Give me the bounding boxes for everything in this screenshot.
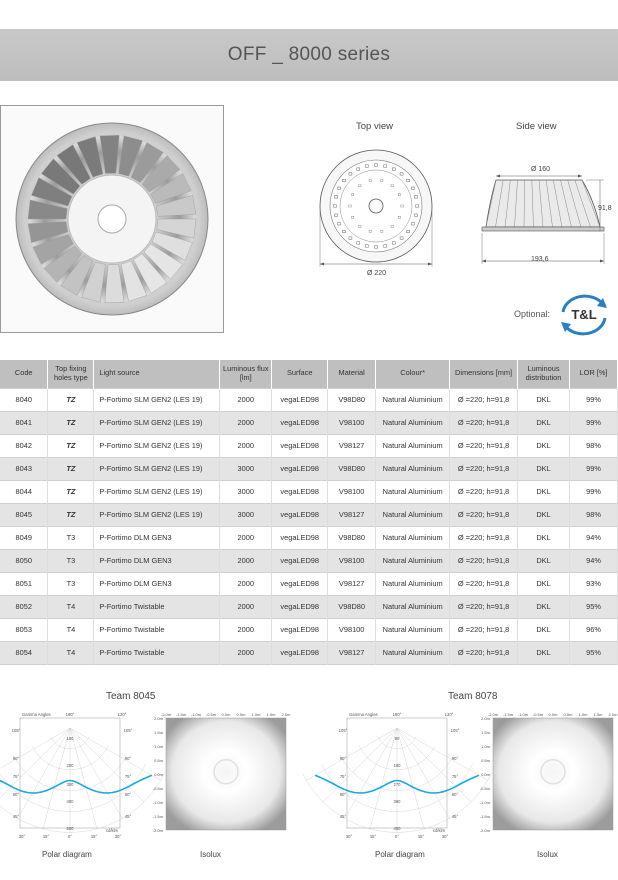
isolux-field xyxy=(493,718,613,830)
side-height: 91,8 xyxy=(598,205,612,212)
table-cell: P-Fortimo SLM GEN2 (LES 19) xyxy=(94,411,220,434)
left-angle: 75° xyxy=(12,774,20,779)
radial-value: 300 xyxy=(66,782,74,787)
table-cell: TZ xyxy=(48,457,94,480)
radial-value: 360 xyxy=(393,799,401,804)
left-angle: 45° xyxy=(339,814,347,819)
table-cell: Natural Aluminium xyxy=(376,411,450,434)
isolux-y-tick: -1.0m xyxy=(479,800,490,805)
table-cell: TZ xyxy=(48,480,94,503)
polar-diagram-2 xyxy=(337,710,479,842)
table-cell: Natural Aluminium xyxy=(376,480,450,503)
top-angle: 120° xyxy=(444,712,454,717)
logo-text: T&L xyxy=(571,307,597,322)
table-header-row xyxy=(0,360,618,388)
right-angle: 75° xyxy=(124,774,132,779)
isolux-x-tick: -1.0m xyxy=(190,712,202,717)
isolux-x-tick: 0.5m xyxy=(236,712,246,717)
table-cell: DKL xyxy=(518,618,570,641)
table-cell: DKL xyxy=(518,572,570,595)
isolux-y-tick: -2.0m xyxy=(152,828,163,833)
isolux-x-tick: 1.5m xyxy=(593,712,603,717)
table-cell: DKL xyxy=(518,411,570,434)
table-cell: 8054 xyxy=(0,641,48,664)
table-cell: 2000 xyxy=(220,411,272,434)
isolux-x-tick: -0.5m xyxy=(205,712,217,717)
table-cell: Ø =220; h=91,8 xyxy=(450,641,518,664)
isolux-x-tick: -1.5m xyxy=(502,712,514,717)
isolux-diagram-1 xyxy=(136,710,291,836)
table-row xyxy=(0,457,618,480)
table-cell: vegaLED98 xyxy=(272,434,328,457)
table-cell: P-Fortimo DLM GEN3 xyxy=(94,549,220,572)
table-cell: V98127 xyxy=(328,503,376,526)
radial-value: 100 xyxy=(66,736,74,741)
table-cell: Natural Aluminium xyxy=(376,388,450,411)
table-cell: Ø =220; h=91,8 xyxy=(450,572,518,595)
isolux-y-tick: 2.0m xyxy=(154,716,163,721)
right-angle: 45° xyxy=(124,814,132,819)
table-cell: vegaLED98 xyxy=(272,388,328,411)
table-cell: 96% xyxy=(570,618,618,641)
table-cell: DKL xyxy=(518,388,570,411)
radial-value: 270 xyxy=(393,782,401,787)
bottom-angle: 30° xyxy=(18,834,26,839)
top-angle: 120° xyxy=(117,712,127,717)
table-cell: V98127 xyxy=(328,434,376,457)
radial-value: 500 xyxy=(66,826,74,831)
table-cell: V98D80 xyxy=(328,457,376,480)
table-cell: 2000 xyxy=(220,572,272,595)
table-row xyxy=(0,595,618,618)
table-cell: P-Fortimo DLM GEN3 xyxy=(94,572,220,595)
isolux-x-tick: -1.5m xyxy=(175,712,187,717)
isolux-x-tick: 1.0m xyxy=(251,712,261,717)
gamma-label: Gamma Angles xyxy=(22,712,51,717)
table-cell: V98100 xyxy=(328,549,376,572)
table-cell: vegaLED98 xyxy=(272,618,328,641)
table-cell: 8041 xyxy=(0,411,48,434)
header-colour: Colour* xyxy=(376,360,450,388)
isolux-y-tick: -0.5m xyxy=(152,786,163,791)
table-row xyxy=(0,641,618,664)
table-cell: T4 xyxy=(48,618,94,641)
table-cell: Natural Aluminium xyxy=(376,618,450,641)
table-cell: DKL xyxy=(518,641,570,664)
table-cell: Ø =220; h=91,8 xyxy=(450,388,518,411)
table-cell: 8052 xyxy=(0,595,48,618)
table-cell: 8053 xyxy=(0,618,48,641)
isolux-diagram-2 xyxy=(463,710,618,836)
isolux-x-tick: 0.0m xyxy=(548,712,558,717)
right-angle: 60° xyxy=(451,792,459,797)
bottom-angle: 15° xyxy=(90,834,98,839)
table-cell: DKL xyxy=(518,457,570,480)
left-angle: 60° xyxy=(339,792,347,797)
tl-logo xyxy=(557,292,611,336)
table-cell: T4 xyxy=(48,595,94,618)
bottom-angle: 30° xyxy=(114,834,122,839)
unit-label: cd/klm xyxy=(432,828,445,833)
table-cell: DKL xyxy=(518,549,570,572)
optional-label: Optional: xyxy=(514,309,551,319)
isolux-x-tick: -0.5m xyxy=(532,712,544,717)
product-photo xyxy=(0,105,224,333)
header-material: Material xyxy=(328,360,376,388)
table-cell: vegaLED98 xyxy=(272,503,328,526)
gamma-label: Gamma Angles xyxy=(349,712,378,717)
right-angle: 45° xyxy=(451,814,459,819)
bottom-angle: 0° xyxy=(394,834,400,839)
header-surface: Surface xyxy=(272,360,328,388)
table-cell: 8050 xyxy=(0,549,48,572)
table-cell: P-Fortimo SLM GEN2 (LES 19) xyxy=(94,434,220,457)
table-row xyxy=(0,572,618,595)
table-cell: 8043 xyxy=(0,457,48,480)
bottom-angle: 0° xyxy=(67,834,73,839)
table-cell: vegaLED98 xyxy=(272,411,328,434)
bottom-angle: 15° xyxy=(369,834,377,839)
table-cell: 98% xyxy=(570,434,618,457)
left-angle: 105° xyxy=(11,728,21,733)
page-title: OFF _ 8000 series xyxy=(227,44,391,65)
table-row xyxy=(0,411,618,434)
polar-label-1: Polar diagram xyxy=(42,850,92,859)
radial-value: 200 xyxy=(66,763,74,768)
table-cell: V98100 xyxy=(328,411,376,434)
table-cell: P-Fortimo SLM GEN2 (LES 19) xyxy=(94,388,220,411)
header-dimensions: Dimensions [mm] xyxy=(450,360,518,388)
table-cell: 99% xyxy=(570,457,618,480)
top-view-drawing xyxy=(310,145,445,285)
left-angle: 75° xyxy=(339,774,347,779)
table-cell: V98100 xyxy=(328,618,376,641)
header-lor: LOR [%] xyxy=(570,360,618,388)
table-cell: vegaLED98 xyxy=(272,572,328,595)
isolux-y-tick: -2.0m xyxy=(479,828,490,833)
table-cell: 2000 xyxy=(220,388,272,411)
isolux-x-tick: 0.0m xyxy=(221,712,231,717)
bottom-angle: 15° xyxy=(417,834,425,839)
table-cell: vegaLED98 xyxy=(272,641,328,664)
left-angle: 105° xyxy=(338,728,348,733)
header-fixing: Top fixing holes type xyxy=(48,360,94,388)
table-cell: 2000 xyxy=(220,434,272,457)
table-cell: 8044 xyxy=(0,480,48,503)
right-angle: 105° xyxy=(123,728,133,733)
table-cell: DKL xyxy=(518,595,570,618)
table-cell: DKL xyxy=(518,526,570,549)
isolux-x-tick: 1.5m xyxy=(266,712,276,717)
bottom-angle: 30° xyxy=(345,834,353,839)
isolux-y-tick: -1.5m xyxy=(152,814,163,819)
table-row xyxy=(0,434,618,457)
isolux-x-tick: 0.5m xyxy=(563,712,573,717)
table-cell: 99% xyxy=(570,388,618,411)
table-cell: vegaLED98 xyxy=(272,549,328,572)
table-cell: Natural Aluminium xyxy=(376,595,450,618)
table-cell: 2000 xyxy=(220,549,272,572)
table-cell: V98127 xyxy=(328,641,376,664)
radial-value: 180 xyxy=(393,763,401,768)
table-cell: Ø =220; h=91,8 xyxy=(450,434,518,457)
table-row xyxy=(0,618,618,641)
table-cell: 2000 xyxy=(220,595,272,618)
right-angle: 90° xyxy=(124,756,132,761)
table-cell: Ø =220; h=91,8 xyxy=(450,526,518,549)
unit-label: cd/klm xyxy=(105,828,118,833)
bottom-angle: 15° xyxy=(42,834,50,839)
table-row xyxy=(0,549,618,572)
table-cell: Natural Aluminium xyxy=(376,641,450,664)
header-light-source: Light source xyxy=(94,360,220,388)
left-angle: 45° xyxy=(12,814,20,819)
table-cell: 99% xyxy=(570,411,618,434)
table-cell: Ø =220; h=91,8 xyxy=(450,480,518,503)
top-view-label: Top view xyxy=(356,121,393,132)
table-cell: P-Fortimo SLM GEN2 (LES 19) xyxy=(94,457,220,480)
table-cell: 2000 xyxy=(220,618,272,641)
side-top-diameter: Ø 160 xyxy=(531,166,551,173)
isolux-y-tick: 2.0m xyxy=(481,716,490,721)
table-cell: V98D80 xyxy=(328,595,376,618)
table-cell: 93% xyxy=(570,572,618,595)
product-table xyxy=(0,360,618,665)
table-cell: vegaLED98 xyxy=(272,457,328,480)
side-width: 193,6 xyxy=(531,256,549,263)
isolux-x-tick: 1.0m xyxy=(578,712,588,717)
table-cell: 8049 xyxy=(0,526,48,549)
table-cell: V98100 xyxy=(328,480,376,503)
isolux-x-tick: 2.0m xyxy=(281,712,291,717)
side-view-label: Side view xyxy=(516,121,557,132)
right-angle: 90° xyxy=(451,756,459,761)
team-title-1: Team 8045 xyxy=(106,691,156,702)
isolux-label-1: Isolux xyxy=(200,850,221,859)
isolux-field xyxy=(166,718,286,830)
isolux-x-tick: -1.0m xyxy=(517,712,529,717)
table-row xyxy=(0,503,618,526)
table-cell: DKL xyxy=(518,480,570,503)
table-cell: TZ xyxy=(48,388,94,411)
table-cell: DKL xyxy=(518,434,570,457)
table-cell: Ø =220; h=91,8 xyxy=(450,503,518,526)
polar-label-2: Polar diagram xyxy=(375,850,425,859)
left-angle: 90° xyxy=(339,756,347,761)
table-cell: Ø =220; h=91,8 xyxy=(450,595,518,618)
header-flux: Luminous flux [lm] xyxy=(220,360,272,388)
top-view-diameter: Ø 220 xyxy=(367,270,387,277)
isolux-y-tick: -0.5m xyxy=(479,786,490,791)
isolux-x-tick: 2.0m xyxy=(608,712,618,717)
table-cell: T3 xyxy=(48,526,94,549)
right-angle: 75° xyxy=(451,774,459,779)
isolux-x-tick: -2.0m xyxy=(160,712,172,717)
right-angle: 105° xyxy=(450,728,460,733)
table-cell: Ø =220; h=91,8 xyxy=(450,549,518,572)
table-cell: Ø =220; h=91,8 xyxy=(450,411,518,434)
table-cell: 2000 xyxy=(220,526,272,549)
table-cell: vegaLED98 xyxy=(272,595,328,618)
top-angle: 180° xyxy=(65,712,75,717)
isolux-y-tick: -1.0m xyxy=(152,800,163,805)
table-cell: 2000 xyxy=(220,641,272,664)
table-cell: P-Fortimo DLM GEN3 xyxy=(94,526,220,549)
table-cell: V98D80 xyxy=(328,526,376,549)
table-cell: 95% xyxy=(570,595,618,618)
isolux-y-tick: 0.0m xyxy=(154,772,163,777)
isolux-label-2: Isolux xyxy=(537,850,558,859)
isolux-y-tick: 1.0m xyxy=(154,744,163,749)
left-angle: 90° xyxy=(12,756,20,761)
radial-value: 400 xyxy=(66,799,74,804)
table-row xyxy=(0,388,618,411)
table-cell: 8051 xyxy=(0,572,48,595)
table-cell: 8040 xyxy=(0,388,48,411)
radial-value: 450 xyxy=(393,826,401,831)
table-cell: TZ xyxy=(48,411,94,434)
table-cell: vegaLED98 xyxy=(272,526,328,549)
reflector-image xyxy=(1,106,223,332)
table-cell: 3000 xyxy=(220,457,272,480)
table-cell: Ø =220; h=91,8 xyxy=(450,457,518,480)
table-cell: T4 xyxy=(48,641,94,664)
polar-diagram-1 xyxy=(10,710,152,842)
table-cell: Natural Aluminium xyxy=(376,457,450,480)
isolux-y-tick: 0.0m xyxy=(481,772,490,777)
table-cell: P-Fortimo SLM GEN2 (LES 19) xyxy=(94,480,220,503)
table-cell: 3000 xyxy=(220,480,272,503)
table-cell: Natural Aluminium xyxy=(376,572,450,595)
isolux-y-tick: 1.0m xyxy=(481,744,490,749)
table-cell: Ø =220; h=91,8 xyxy=(450,618,518,641)
left-angle: 60° xyxy=(12,792,20,797)
table-cell: P-Fortimo Twistable xyxy=(94,595,220,618)
header-code: Code xyxy=(0,360,48,388)
table-cell: 94% xyxy=(570,549,618,572)
table-cell: Natural Aluminium xyxy=(376,549,450,572)
isolux-x-tick: -2.0m xyxy=(487,712,499,717)
table-cell: V98127 xyxy=(328,572,376,595)
isolux-y-tick: 1.5m xyxy=(481,730,490,735)
table-row xyxy=(0,480,618,503)
isolux-y-tick: 1.5m xyxy=(154,730,163,735)
table-cell: TZ xyxy=(48,503,94,526)
bottom-angle: 30° xyxy=(441,834,449,839)
table-cell: 94% xyxy=(570,526,618,549)
table-cell: T3 xyxy=(48,572,94,595)
table-cell: V98D80 xyxy=(328,388,376,411)
table-cell: Natural Aluminium xyxy=(376,503,450,526)
right-angle: 60° xyxy=(124,792,132,797)
table-cell: 8045 xyxy=(0,503,48,526)
table-cell: P-Fortimo Twistable xyxy=(94,618,220,641)
header-distribution: Luminous distribution xyxy=(518,360,570,388)
table-cell: Natural Aluminium xyxy=(376,434,450,457)
isolux-y-tick: -1.5m xyxy=(479,814,490,819)
title-bar xyxy=(0,29,618,81)
top-angle: 180° xyxy=(392,712,402,717)
table-row xyxy=(0,526,618,549)
table-cell: DKL xyxy=(518,503,570,526)
table-cell: 95% xyxy=(570,641,618,664)
table-cell: P-Fortimo Twistable xyxy=(94,641,220,664)
table-cell: 8042 xyxy=(0,434,48,457)
table-cell: TZ xyxy=(48,434,94,457)
table-cell: 98% xyxy=(570,503,618,526)
table-cell: P-Fortimo SLM GEN2 (LES 19) xyxy=(94,503,220,526)
table-cell: 99% xyxy=(570,480,618,503)
isolux-y-tick: 0.5m xyxy=(154,758,163,763)
table-cell: Natural Aluminium xyxy=(376,526,450,549)
table-cell: 3000 xyxy=(220,503,272,526)
isolux-y-tick: 0.5m xyxy=(481,758,490,763)
team-title-2: Team 8078 xyxy=(448,691,498,702)
radial-value: 90 xyxy=(394,736,400,741)
table-cell: vegaLED98 xyxy=(272,480,328,503)
table-cell: T3 xyxy=(48,549,94,572)
